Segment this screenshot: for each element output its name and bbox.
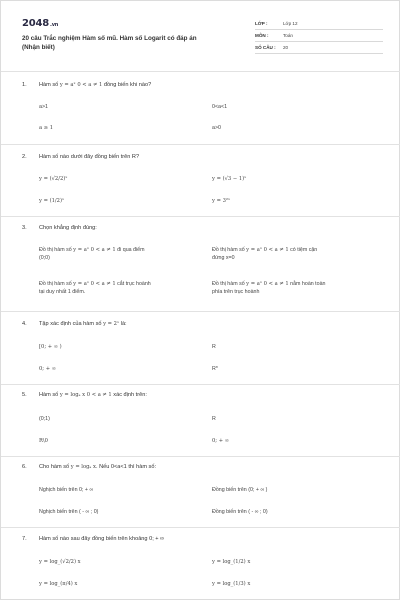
- question-separator: [1, 144, 400, 145]
- question-1-option-b[interactable]: [212, 104, 227, 111]
- option-text: y = (√3 − 1)ˣ: [212, 176, 247, 182]
- question-1-option-d[interactable]: [212, 125, 221, 132]
- header-divider: [1, 71, 400, 72]
- option-math: y = aˣ 0 < a ≠ 1: [73, 247, 116, 253]
- option-text: y = log_(1/2) x: [212, 559, 251, 565]
- question-number: 2.: [22, 154, 27, 160]
- question-separator: [1, 456, 400, 457]
- question-1-option-c[interactable]: [39, 125, 53, 132]
- meta-key: MÔN :: [255, 32, 269, 38]
- stem-math: y = aˣ 0 < a ≠ 1: [59, 82, 103, 88]
- question-5-option-d[interactable]: [212, 438, 229, 445]
- question-1-option-a[interactable]: [39, 104, 48, 111]
- option-text: nằm hoàn toàn: [290, 281, 326, 287]
- option-math: y = aˣ 0 < a ≠ 1: [73, 281, 116, 287]
- option-text: đứng x=0: [212, 255, 235, 262]
- question-7-option-d[interactable]: [212, 581, 250, 588]
- meta-value: Toán: [283, 32, 293, 38]
- meta-value: Lớp 12: [283, 20, 298, 26]
- meta-table: [255, 18, 383, 54]
- meta-key: LỚP :: [255, 20, 268, 26]
- option-text: (0;0): [39, 255, 50, 262]
- option-text: Nghịch biến trên ( - ∞ ; 0): [39, 509, 99, 515]
- option-math: y = aˣ 0 < a ≠ 1: [246, 247, 289, 253]
- option-text: Đồng biến trên ( - ∞ ; 0): [212, 509, 268, 515]
- question-6-stem: [22, 464, 156, 471]
- option-text: y = log_(√2/2) x: [39, 559, 81, 565]
- question-3-option-a[interactable]: [39, 246, 207, 262]
- meta-value: 20: [283, 44, 289, 50]
- option-text: y = log_(1/3) x: [212, 581, 251, 587]
- logo-text: 2048: [22, 18, 50, 29]
- question-4-option-d[interactable]: [212, 366, 218, 373]
- question-3-option-d[interactable]: [212, 280, 384, 296]
- question-separator: [1, 311, 400, 312]
- option-text: R*: [212, 366, 218, 372]
- question-7-option-a[interactable]: [39, 559, 81, 566]
- option-text: y = 3²ˣ: [212, 198, 231, 204]
- question-7-option-c[interactable]: [39, 581, 77, 588]
- option-text: phía trên trục hoành: [212, 289, 260, 296]
- stem-text: đồng biến khi nào?: [103, 82, 152, 88]
- option-text: a ≥ 1: [39, 125, 54, 131]
- question-separator: [1, 384, 400, 385]
- logo-suffix: .vn: [50, 22, 59, 28]
- question-6-option-c[interactable]: [39, 509, 98, 516]
- meta-key: SỐ CÂU :: [255, 44, 276, 50]
- stem-text: là:: [120, 321, 127, 327]
- question-number: 7.: [22, 536, 27, 542]
- stem-math: y = logₐ x: [70, 464, 96, 470]
- site-logo[interactable]: [22, 17, 58, 30]
- document-header: [1, 1, 400, 71]
- question-7-stem: [22, 536, 164, 543]
- option-text: 0<a<1: [212, 104, 228, 110]
- question-7-option-b[interactable]: [212, 559, 250, 566]
- question-1-stem: [22, 82, 151, 89]
- question-number: 5.: [22, 392, 27, 398]
- option-text: [0; + ∞ ): [39, 344, 62, 350]
- stem-text: Hàm số: [39, 392, 59, 398]
- option-text: 0; + ∞: [39, 366, 57, 372]
- question-separator: [1, 527, 400, 528]
- stem-math: y = logₐ x 0 < a ≠ 1: [59, 392, 112, 398]
- question-number: 1.: [22, 82, 27, 88]
- meta-row-count: [255, 42, 383, 54]
- option-text: a>0: [212, 125, 221, 131]
- question-number: 6.: [22, 464, 27, 470]
- stem-text: xác định trên:: [113, 392, 147, 398]
- document-title-line1: 20 câu Trắc nghiệm Hàm số mũ. Hàm số Logarit có đáp án: [22, 35, 197, 42]
- option-text: cắt trục hoành: [117, 281, 151, 287]
- option-text: Đồ thị hàm số: [212, 247, 245, 253]
- option-text: tại duy nhất 1 điểm.: [39, 289, 86, 296]
- question-2-option-c[interactable]: [39, 198, 64, 205]
- document-title-line2: (Nhận biết): [22, 44, 55, 52]
- question-6-option-a[interactable]: [39, 487, 93, 494]
- option-text: Đồ thị hàm số: [39, 281, 72, 287]
- question-6-option-b[interactable]: [212, 487, 267, 494]
- question-5-option-c[interactable]: [39, 438, 48, 445]
- option-text: y = (1/2)ˣ: [39, 198, 65, 204]
- option-text: R\0: [39, 438, 48, 444]
- option-text: Đồ thị hàm số: [39, 247, 72, 253]
- option-text: Nghịch biến trên 0; + ∞: [39, 487, 94, 493]
- question-separator: [1, 216, 400, 217]
- option-text: 0; + ∞: [212, 438, 230, 444]
- question-4-option-c[interactable]: [39, 366, 56, 373]
- question-2-option-b[interactable]: [212, 176, 246, 183]
- question-2-option-d[interactable]: [212, 198, 230, 205]
- question-6-option-d[interactable]: [212, 509, 268, 516]
- question-4-stem: [22, 321, 127, 328]
- question-5-option-a[interactable]: [39, 416, 50, 423]
- stem-text: Cho hàm số: [39, 464, 70, 470]
- stem-math: y = 2ˣ: [103, 321, 120, 327]
- option-text: R: [212, 344, 216, 350]
- question-number: 4.: [22, 321, 27, 327]
- option-text: đi qua điểm: [117, 247, 145, 253]
- question-5-option-b[interactable]: [212, 416, 216, 423]
- option-text: y = (√2/2)ˣ: [39, 176, 68, 182]
- stem-text: Hàm số nào sau đây đồng biến trên khoảng 0; + ∞: [39, 536, 165, 542]
- question-5-stem: [22, 392, 147, 399]
- stem-text: . Nếu 0<a<1 thì hàm số:: [96, 464, 157, 470]
- stem-text: Hàm số nào dưới đây đồng biến trên R?: [39, 154, 140, 160]
- option-text: a>1: [39, 104, 48, 110]
- question-4-option-b[interactable]: [212, 344, 216, 351]
- option-text: y = log_(π/4) x: [39, 581, 78, 587]
- question-3-option-b[interactable]: [212, 246, 384, 262]
- option-text: (0;1): [39, 416, 50, 422]
- question-2-option-a[interactable]: [39, 176, 67, 183]
- option-text: có tiệm cận: [290, 247, 318, 253]
- document-title: [22, 34, 244, 52]
- question-2-stem: [22, 154, 139, 161]
- stem-text: Hàm số: [39, 82, 59, 88]
- meta-row-subject: [255, 30, 383, 42]
- question-number: 3.: [22, 225, 27, 231]
- stem-text: Chọn khẳng định đúng:: [39, 225, 97, 231]
- stem-text: Tập xác định của hàm số: [39, 321, 102, 327]
- option-text: Đồ thị hàm số: [212, 281, 245, 287]
- question-4-option-a[interactable]: [39, 344, 62, 351]
- question-3-option-c[interactable]: [39, 280, 207, 296]
- question-3-stem: [22, 225, 97, 232]
- option-text: Đồng biến trên (0; + ∞ ): [212, 487, 268, 493]
- option-text: R: [212, 416, 216, 422]
- meta-row-grade: [255, 18, 383, 30]
- option-math: y = aˣ 0 < a ≠ 1: [246, 281, 289, 287]
